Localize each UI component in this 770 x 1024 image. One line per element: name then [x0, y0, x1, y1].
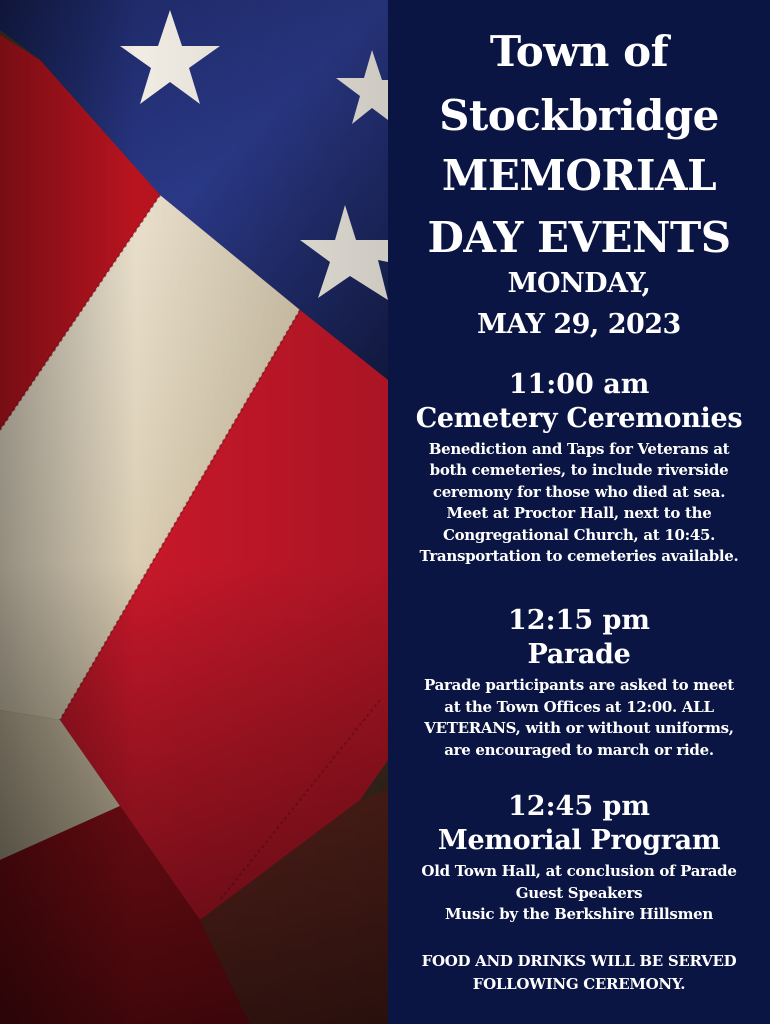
event-3-detail: Old Town Hall, at conclusion of Parade — [421, 862, 737, 880]
event-1-detail: both cemeteries, to include riverside — [429, 461, 729, 479]
event-1-detail: Transportation to cemeteries available. — [419, 547, 739, 565]
poster-title-line-1: Town of — [489, 27, 669, 76]
event-1-detail: Congregational Church, at 10:45. — [442, 526, 716, 544]
event-date-full: MAY 29, 2023 — [477, 309, 681, 340]
event-3-detail: Guest Speakers — [515, 884, 643, 902]
poster-title-line-2: Stockbridge — [439, 91, 719, 140]
event-3-detail: Music by the Berkshire Hillsmen — [444, 905, 713, 923]
event-3-time: 12:45 pm — [508, 791, 650, 822]
event-2-detail: Parade participants are asked to meet — [424, 676, 734, 694]
poster-title-line-4: DAY EVENTS — [427, 213, 731, 262]
event-1-time: 11:00 am — [508, 369, 650, 400]
event-2-detail: at the Town Offices at 12:00. ALL — [444, 698, 714, 716]
event-1-detail: Benediction and Taps for Veterans at — [428, 440, 730, 458]
event-1-heading: Cemetery Ceremonies — [415, 403, 743, 434]
event-2-time: 12:15 pm — [508, 605, 650, 636]
event-1-detail: ceremony for those who died at sea. — [432, 483, 726, 501]
event-info-panel — [388, 0, 770, 1024]
event-2-detail: VETERANS, with or without uniforms, — [424, 719, 734, 737]
footer-notice-line-1: FOOD AND DRINKS WILL BE SERVED — [421, 952, 737, 970]
poster-title-line-3: MEMORIAL — [441, 151, 717, 200]
event-1-detail: Meet at Proctor Hall, next to the — [446, 504, 712, 522]
event-2-heading: Parade — [527, 639, 631, 670]
event-3-heading: Memorial Program — [437, 825, 721, 856]
event-2-detail: are encouraged to march or ride. — [444, 741, 714, 759]
event-date-day: MONDAY, — [507, 268, 651, 299]
footer-notice-line-2: FOLLOWING CEREMONY. — [472, 975, 686, 993]
